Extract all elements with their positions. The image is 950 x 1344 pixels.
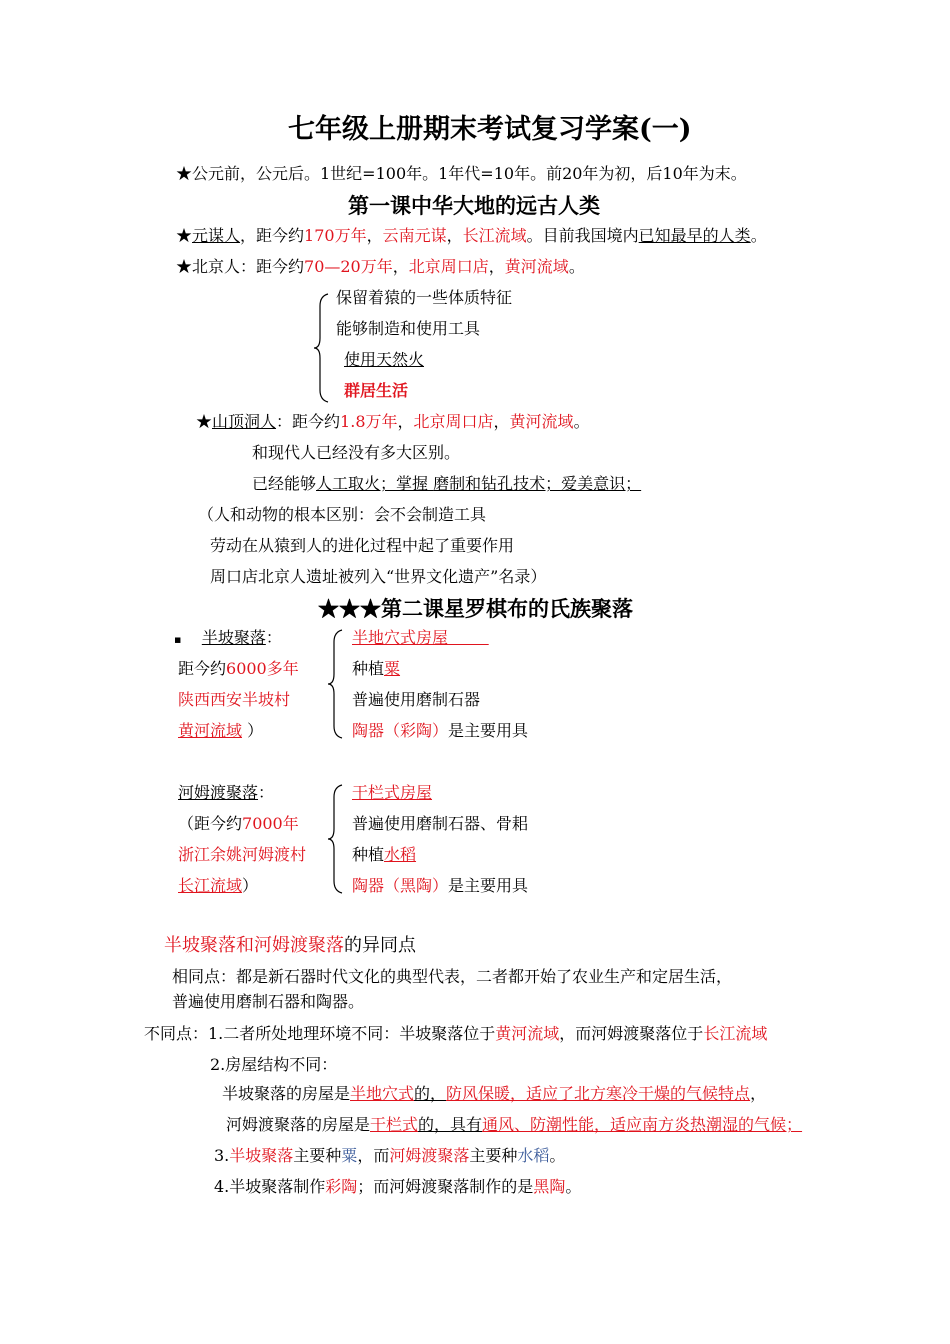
text: ：距今约: [276, 412, 341, 431]
text: ，: [446, 226, 463, 245]
text: 距今约: [178, 659, 227, 678]
text: 主要种: [293, 1146, 342, 1165]
text: 黑陶: [533, 1177, 566, 1196]
text: ，: [366, 226, 383, 245]
text: ：: [258, 783, 275, 802]
text: ，: [392, 257, 409, 276]
diff-2: 2.房屋结构不同：: [210, 1055, 338, 1074]
text: 已经能够: [252, 474, 317, 493]
brace-beijing: [312, 292, 332, 404]
banpo-place: 陕西西安半坡村: [178, 690, 291, 709]
text: ，: [488, 257, 505, 276]
shanding-line: [196, 412, 590, 432]
text: 长江流域: [178, 876, 243, 895]
hemudu-feature: [352, 876, 528, 896]
text: 第二课星罗棋布的氏族聚落: [381, 596, 633, 621]
text: 种植: [352, 845, 385, 864]
text: 半地穴式: [350, 1084, 415, 1103]
text: 粟: [341, 1146, 358, 1165]
text: 的，: [414, 1084, 447, 1103]
diff-3: [214, 1146, 565, 1166]
text: 的，具有: [418, 1115, 483, 1134]
text: 半坡聚落和河姆渡聚落: [164, 935, 344, 956]
beijing-line: [176, 257, 585, 277]
text: ：: [265, 628, 282, 647]
banpo-feature: [352, 628, 489, 648]
hemudu-basin: [178, 876, 258, 896]
banpo-feature: [352, 659, 400, 679]
text: 干栏式: [370, 1115, 419, 1134]
text: 是主要用具: [448, 876, 529, 895]
shanding-line2: 和现代人已经没有多大区别。: [252, 443, 461, 462]
star-icon: ★: [176, 226, 193, 245]
intro-line: ★公元前，公元后。1世纪=100年。1年代=10年。前20年为初，后10年为末。: [176, 164, 747, 183]
text: ；而河姆渡聚落制作的是: [357, 1177, 534, 1196]
text: 。: [750, 226, 767, 245]
hemudu-name: 河姆渡聚落: [178, 783, 259, 802]
shanding-basin: 黄河流域: [509, 412, 574, 431]
lesson2-heading: [318, 596, 633, 622]
text: 水稻: [384, 845, 417, 864]
text: 陶器（黑陶）: [352, 876, 449, 895]
fire-making: 人工取火: [316, 474, 381, 493]
banpo-name-line: [174, 628, 282, 650]
text: ）: [247, 721, 264, 740]
beijing-place: 北京周口店: [408, 257, 489, 276]
text: 黄河流域: [495, 1024, 560, 1043]
hemudu-feature: [352, 845, 416, 865]
beijing-trait: 能够制造和使用工具: [336, 319, 481, 338]
same-line1: 相同点：都是新石器时代文化的典型代表，二者都开始了农业生产和定居生活，: [172, 967, 733, 986]
beijing-trait: 保留着猿的一些体质特征: [336, 288, 513, 307]
note-line: （人和动物的根本区别：会不会制造工具: [198, 505, 487, 524]
banpo-basin: [178, 721, 263, 741]
shanding-age: 1.8万年: [340, 412, 398, 431]
hemudu-feature: 普遍使用磨制石器、骨耜: [352, 814, 529, 833]
text: 黄河流域: [178, 721, 243, 740]
note-line: 劳动在从猿到人的进化过程中起了重要作用: [210, 536, 515, 555]
text: 。: [549, 1146, 566, 1165]
text: ，: [750, 1084, 767, 1103]
note-line: 周口店北京人遗址被列入“世界文化遗产”名录）: [210, 567, 547, 586]
diff-2b: [226, 1115, 802, 1135]
text: 防风保暖，适应了北方寒冷干燥的气候特点: [446, 1084, 751, 1103]
text: ，而河姆渡聚落位于: [559, 1024, 704, 1043]
brace-hemudu: [326, 783, 346, 895]
diff-1: [144, 1024, 767, 1044]
text: 。: [568, 257, 585, 276]
yuanmou-earliest: 已知最早的人类: [638, 226, 751, 245]
text: 。: [565, 1177, 582, 1196]
text: 。目前我国境内: [526, 226, 639, 245]
banpo-feature: [352, 721, 528, 741]
beijing-age: 70—20万年: [304, 257, 393, 276]
text: ，距今约: [240, 226, 305, 245]
banpo-feature: 普遍使用磨制石器: [352, 690, 481, 709]
hemudu-age: [178, 814, 299, 834]
text: 3.: [214, 1146, 230, 1165]
star-icon: ★★★: [318, 596, 381, 621]
text: 彩陶: [325, 1177, 358, 1196]
banpo-age: [178, 659, 299, 679]
text: 主要种: [469, 1146, 518, 1165]
diff-4: [214, 1177, 581, 1197]
beijing-trait: 群居生活: [344, 381, 409, 400]
text: 。: [573, 412, 590, 431]
text: 4.半坡聚落制作: [214, 1177, 326, 1196]
text: 粟: [384, 659, 401, 678]
text: 通风、防潮性能，适应南方炎热潮湿的气候；: [482, 1115, 803, 1134]
yuanmou-age: 170万年: [304, 226, 367, 245]
same-line2: 普遍使用磨制石器和陶器。: [172, 992, 365, 1011]
text: 6000多年: [226, 659, 299, 678]
yuanmou-place: 云南元谋: [382, 226, 447, 245]
diff-2a: [222, 1084, 766, 1104]
text: 陶器（彩陶）: [352, 721, 449, 740]
hemudu-place: 浙江余姚河姆渡村: [178, 845, 307, 864]
yuanmou-basin: 长江流域: [462, 226, 527, 245]
text: ，: [397, 412, 414, 431]
banpo-name: 半坡聚落: [201, 628, 266, 647]
text: 不同点：1.二者所处地理环境不同：半坡聚落位于: [144, 1024, 496, 1043]
text: ，而: [357, 1146, 390, 1165]
lesson1-heading: 第一课中华大地的远古人类: [348, 193, 600, 218]
shanding-place: 北京周口店: [413, 412, 494, 431]
yuanmou-name: 元谋人: [192, 226, 241, 245]
text: 半坡聚落: [229, 1146, 294, 1165]
text: ，: [493, 412, 510, 431]
text: 河姆渡聚落的房屋是: [226, 1115, 371, 1134]
text: ）: [242, 876, 259, 895]
compare-title: [164, 935, 416, 957]
text: 河姆渡聚落: [389, 1146, 470, 1165]
text: （距今约: [178, 814, 243, 833]
text: 半地穴式房屋: [352, 628, 449, 647]
star-icon: ★: [196, 412, 213, 431]
shanding-name: 山顶洞人: [212, 412, 277, 431]
yuanmou-line: [176, 226, 767, 246]
text: ★北京人：距今约: [176, 257, 305, 276]
text: 7000年: [242, 814, 299, 833]
text: 是主要用具: [448, 721, 529, 740]
beijing-basin: 黄河流域: [504, 257, 569, 276]
brace-banpo: [326, 628, 346, 740]
hemudu-name-line: [178, 783, 274, 803]
skills: 磨制和钻孔技术；爱美意识；: [433, 474, 642, 493]
beijing-trait: 使用天然火: [344, 350, 425, 369]
text: 水稻: [517, 1146, 550, 1165]
hemudu-feature: 干栏式房屋: [352, 783, 433, 802]
shanding-line3: [252, 474, 641, 494]
text: 种植: [352, 659, 385, 678]
text: ；掌握: [380, 474, 434, 493]
text: 半坡聚落的房屋是: [222, 1084, 351, 1103]
text: 长江流域: [703, 1024, 768, 1043]
page-title: 七年级上册期末考试复习学案(一): [288, 114, 692, 145]
bullet-icon: ▪: [174, 633, 182, 646]
text: 的异同点: [344, 935, 416, 956]
